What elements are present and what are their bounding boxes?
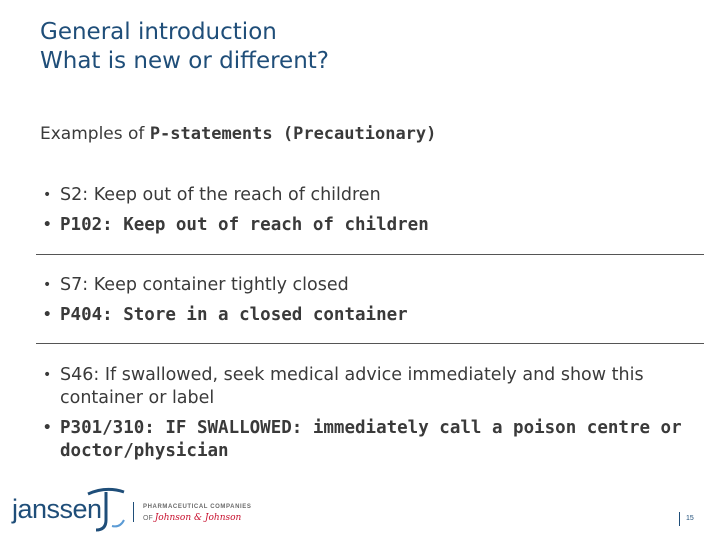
janssen-logo: janssen [12,494,102,524]
page-separator [679,512,680,526]
jnj-logo: Johnson & Johnson [154,513,242,523]
section-subtitle [40,124,436,144]
old-statement: • S46: If swallowed, seek medical advice immediately and show this container or label [40,364,700,410]
divider [36,343,704,344]
pharma-text: PHARMACEUTICAL COMPANIES [143,504,252,510]
statement-group-3 [40,364,700,470]
page-number: 15 [686,515,694,522]
slide-title [40,18,329,76]
divider [36,254,704,255]
footer [0,478,720,540]
logo-separator [133,502,134,522]
new-statement: • P404: Store in a closed container [40,304,700,327]
old-statement: • S2: Keep out of the reach of children [40,184,700,207]
statement-group-1 [40,184,700,244]
new-statement: • P102: Keep out of reach of children [40,214,700,237]
subtitle-prefix: Examples of [40,124,150,144]
statement-group-2 [40,274,700,334]
jnj-text [143,513,241,523]
title-line-2: What is new or different? [40,48,330,74]
old-statement: • S7: Keep container tightly closed [40,274,700,297]
subtitle-bold: P-statements (Precautionary) [149,124,437,144]
title-line-1: General introduction [40,19,277,45]
new-statement: • P301/310: IF SWALLOWED: immediately call a poison centre or doctor/physician [40,417,700,463]
janssen-swoosh-icon [86,484,126,534]
of-label: OF [143,515,153,522]
